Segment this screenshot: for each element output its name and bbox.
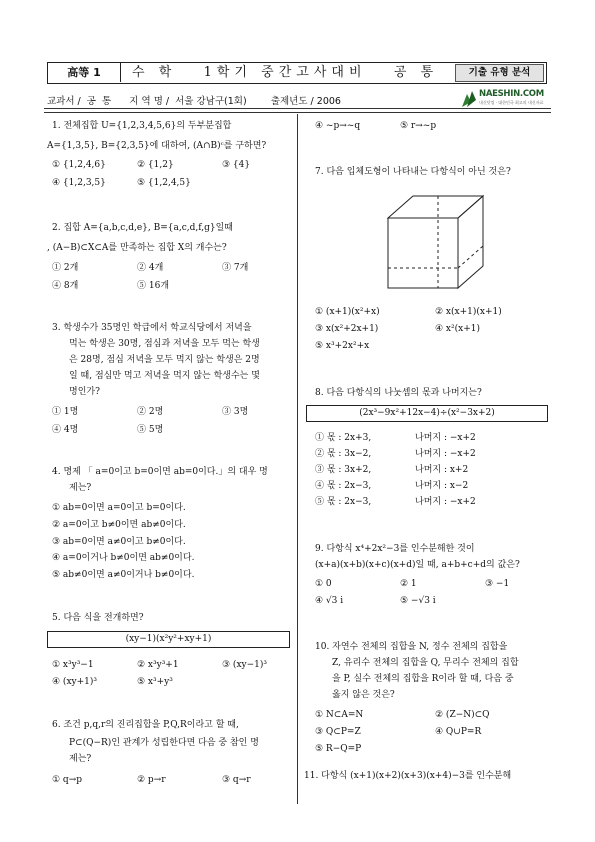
left-line: ⑤ 5명 [137, 425, 164, 435]
left-line: ① x³y³−1 [52, 660, 94, 670]
header-rule-2 [44, 112, 551, 113]
left-line: ③ {4} [222, 160, 251, 170]
left-line: ④ 4명 [52, 425, 79, 435]
left-line: ② 2명 [137, 407, 164, 417]
right-line: ④ 몫 : 2x−3, [315, 481, 372, 491]
left-line: ③ ab=0이면 a≠0이고 b≠0이다. [52, 537, 186, 547]
left-line: ③ 7개 [222, 263, 249, 273]
right-line: ② 몫 : 3x−2, [315, 449, 372, 459]
left-line: 2. 집합 A={a,b,c,d,e}, B={a,c,d,f,g}일때 [52, 223, 233, 233]
left-line: ② a=0이고 b≠0이면 ab≠0이다. [52, 520, 186, 530]
right-line: 7. 다음 입체도형이 나타내는 다항식이 아닌 것은? [315, 167, 511, 177]
right-line: 9. 다항식 x⁴+2x²−3를 인수분해한 것이 [315, 544, 475, 554]
right-line: ④ Q∪P=R [435, 727, 482, 737]
left-line: 4. 명제 「 a=0이고 b=0이면 ab=0이다.」의 대우 명 [52, 467, 268, 477]
naeshin-logo [461, 88, 549, 110]
header-bar [47, 62, 547, 84]
right-line: ⑤ 몫 : 2x−3, [315, 497, 372, 507]
right-line: ③ 몫 : 3x+2, [315, 465, 372, 475]
logo-subtext: 내신닷컴 · 대한민국 최고의 내신자료 [479, 100, 544, 105]
left-line: ③ 3명 [222, 407, 249, 417]
left-line: ② p→r [137, 775, 166, 785]
left-line: A={1,3,5}, B={2,3,5}에 대하여, (A∩B)ᶜ를 구하면? [47, 141, 267, 151]
expression-box-q8: (2x³−9x²+12x−4)÷(x²−3x+2) [306, 405, 548, 422]
analysis-badge: 기출 유형 분석 [455, 64, 544, 82]
right-line: ① N⊂A=N [315, 710, 364, 720]
right-line: 10. 자연수 전체의 집합을 N, 정수 전체의 집합을 [315, 642, 508, 652]
left-line: 은 28명, 점심 저녁을 모두 먹지 않는 학생은 2명 [69, 355, 260, 365]
left-line: ① {1,2,4,6} [52, 160, 106, 170]
right-line: ③ Q⊂P=Z [315, 727, 361, 737]
right-line: (x+a)(x+b)(x+c)(x+d)일 때, a+b+c+d의 값은? [315, 560, 520, 570]
right-line: ④ x²(x+1) [435, 324, 480, 334]
left-line: 명인가? [69, 387, 100, 397]
right-line: ② x(x+1)(x+1) [435, 307, 502, 317]
left-line: 5. 다음 식을 전개하면? [52, 613, 144, 623]
left-line: ② 4개 [137, 263, 164, 273]
cube-figure [378, 188, 498, 298]
page-title: 수 학 1학기 중간고사대비 공 통 [132, 65, 439, 80]
expression-box-q5: (xy−1)(x²y²+xy+1) [47, 631, 290, 648]
left-line: ③ q→r [222, 775, 251, 785]
left-line: ④ 8개 [52, 281, 79, 291]
header-rule [44, 108, 551, 109]
right-line: ④ ~p→~q [315, 121, 361, 131]
left-line: 제는? [69, 483, 92, 493]
logo-mark-icon [461, 88, 477, 108]
right-line: 나머지 : −x+2 [415, 449, 476, 459]
right-line: ③ x(x²+2x+1) [315, 324, 379, 334]
right-line: ① 0 [315, 579, 332, 589]
left-line: 일 때, 점심만 먹고 저녁을 먹지 않는 학생수는 몇 [69, 371, 260, 381]
right-line: 을 P, 실수 전체의 집합을 R이라 할 때, 다음 중 [332, 674, 514, 684]
exam-info-line: 교과서 / 공 통 지 역 명 / 서울 강남구(1회) 출제년도 / 2006 [47, 96, 341, 107]
right-line: 나머지 : x−2 [415, 481, 469, 491]
right-line: 8. 다음 다항식의 나눗셈의 몫과 나머지는? [315, 388, 482, 398]
left-line: ① 2개 [52, 263, 79, 273]
left-line: ⑤ x³+y³ [137, 677, 173, 687]
left-line: ② x³y³+1 [137, 660, 179, 670]
left-line: 제는? [69, 754, 92, 764]
right-line: 나머지 : −x+2 [415, 497, 476, 507]
column-divider [297, 114, 298, 804]
right-line: 나머지 : −x+2 [415, 433, 476, 443]
right-line: 옳지 않은 것은? [332, 690, 395, 700]
left-line: , (A−B)⊂X⊂A를 만족하는 집합 X의 개수는? [47, 243, 227, 253]
left-line: ⑤ 16개 [137, 281, 170, 291]
left-line: ④ a=0이거나 b≠0이면 ab≠0이다. [52, 553, 195, 563]
right-line: ① 몫 : 2x+3, [315, 433, 372, 443]
left-line: P⊂(Q−R)인 관계가 성립한다면 다음 중 참인 명 [69, 738, 259, 748]
right-line: ② (Z−N)⊂Q [435, 710, 490, 720]
right-line: ③ −1 [485, 579, 510, 589]
left-line: ⑤ {1,2,4,5} [137, 178, 191, 188]
left-line: ④ {1,2,3,5} [52, 178, 106, 188]
right-line: ⑤ −√3 i [400, 596, 436, 606]
left-line: ① 1명 [52, 407, 79, 417]
right-line: Z, 유리수 전체의 집합을 Q, 무리수 전체의 집합 [332, 658, 519, 668]
right-line: 나머지 : x+2 [415, 465, 469, 475]
logo-text: NAESHIN.COM [479, 89, 544, 99]
left-line: 1. 전체집합 U={1,2,3,4,5,6}의 두부분집합 [52, 121, 232, 131]
left-line: 3. 학생수가 35명인 학급에서 학교식당에서 저녁을 [52, 323, 252, 333]
left-line: ① ab=0이면 a=0이고 b=0이다. [52, 503, 186, 513]
right-line: ⑤ R−Q=P [315, 744, 362, 754]
right-line: ① (x+1)(x²+x) [315, 307, 380, 317]
right-line: ⑤ x³+2x²+x [315, 341, 370, 351]
left-line: ④ (xy+1)³ [52, 677, 97, 687]
left-line: ② {1,2} [137, 160, 174, 170]
left-line: 6. 조건 p,q,r의 진리집합을 P,Q,R이라고 할 때, [52, 720, 239, 730]
grade-label: 高等 1 [48, 63, 121, 82]
right-line: ④ √3 i [315, 596, 344, 606]
left-line: ① q→p [52, 775, 82, 785]
left-line: ⑤ ab≠0이면 a≠0이거나 b≠0이다. [52, 570, 195, 580]
right-line: ② 1 [400, 579, 417, 589]
right-line: 11. 다항식 (x+1)(x+2)(x+3)(x+4)−3를 인수분해 [304, 771, 512, 781]
left-line: 먹는 학생은 30명, 점심과 저녁을 모두 먹는 학생 [69, 339, 260, 349]
left-line: ③ (xy−1)³ [222, 660, 267, 670]
right-line: ⑤ r→~p [400, 121, 437, 131]
